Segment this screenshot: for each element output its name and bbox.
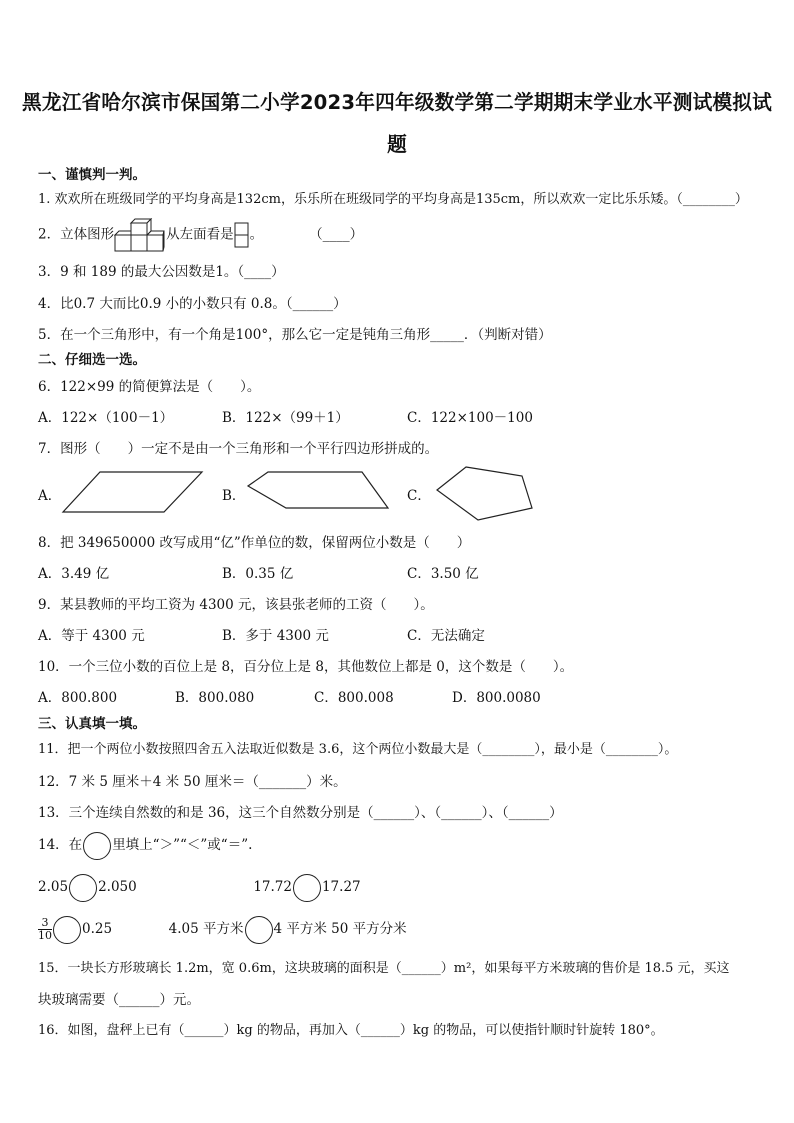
- section-heading-3: 三、认真填一填。: [38, 716, 146, 732]
- question-10-option-c[interactable]: C．800.008: [314, 690, 394, 706]
- question-7-option-b[interactable]: B．: [222, 488, 246, 504]
- question-8-option-a[interactable]: A．3.49 亿: [38, 566, 110, 582]
- question-14-text-a: 14．在: [38, 837, 83, 853]
- question-7: 7．图形（ ）一定不是由一个三角形和一个平行四边形拼成的。: [38, 441, 439, 457]
- question-15-line-1: 15．一块长方形玻璃长 1.2m，宽 0.6m，这块玻璃的面积是（______）m²，如果每平方米玻璃的售价是 18.5 元，买这: [38, 961, 730, 976]
- question-10-option-b[interactable]: B．800.080: [175, 690, 255, 706]
- question-8: 8．把 349650000 改写成用“亿”作单位的数，保留两位小数是（ ）: [38, 535, 471, 551]
- question-2-text-c: 。: [249, 226, 264, 243]
- q14-row1-left-compare: 2.050: [98, 879, 137, 895]
- question-10: 10．一个三位小数的百位上是 8，百分位上是 8，其他数位上都是 0，这个数是（ ）。: [38, 659, 574, 675]
- question-10-option-a[interactable]: A．800.800: [38, 690, 118, 706]
- question-2-text-b: 从左面看是: [166, 226, 234, 243]
- question-9-option-c[interactable]: C．无法确定: [407, 628, 485, 644]
- question-2: [38, 218, 363, 248]
- q14-row1-left-circle-input[interactable]: [69, 874, 97, 902]
- q14-row1-right-circle-input[interactable]: [293, 874, 321, 902]
- question-6: 6．122×99 的简便算法是（ ）。: [38, 379, 261, 395]
- parallelogram-shape-icon: [62, 470, 204, 514]
- exam-title-line1: 黑龙江省哈尔滨市保国第二小学2023年四年级数学第二学期期末学业水平测试模拟试: [22, 91, 772, 114]
- q14-row1-right-compare: 17.27: [321, 879, 361, 895]
- question-14: [38, 830, 252, 860]
- question-6-option-a[interactable]: A．122×（100－1）: [38, 410, 174, 426]
- q14-row1-right-value: 17.72: [253, 879, 292, 895]
- q14-row2-left-circle-input[interactable]: [53, 916, 81, 944]
- q14-row2-left-compare: 0.25: [82, 921, 113, 937]
- question-6-option-b[interactable]: B．122×（99＋1）: [222, 410, 349, 426]
- q14-row2-right-compare: 4 平方米 50 平方分米: [273, 921, 407, 937]
- comparison-circle-icon: [83, 832, 111, 860]
- question-14-row-2: [38, 912, 407, 946]
- question-3: 3．9 和 189 的最大公因数是1。（____）: [38, 264, 285, 280]
- question-10-option-d[interactable]: D．800.0080: [452, 690, 541, 706]
- question-8-option-c[interactable]: C．3.50 亿: [407, 566, 479, 582]
- question-1: 1. 欢欢所在班级同学的平均身高是132cm，乐乐所在班级同学的平均身高是135cm，所以欢欢一定比乐乐矮。（________）: [38, 192, 748, 207]
- question-11: 11．把一个两位小数按照四舍五入法取近似数是 3.6，这个两位小数最大是（________），最小是（________）。: [38, 742, 678, 757]
- section-heading-1: 一、谨慎判一判。: [38, 167, 146, 183]
- question-9: 9．某县教师的平均工资为 4300 元，该县张老师的工资（ ）。: [38, 597, 434, 613]
- question-9-option-a[interactable]: A．等于 4300 元: [38, 628, 145, 644]
- question-6-option-c[interactable]: C．122×100－100: [407, 410, 533, 426]
- question-16: 16．如图，盘秤上已有（______）kg 的物品，再加入（______）kg 的物品，可以使指针顺时针旋转 180°。: [38, 1023, 664, 1038]
- three-tenths-fraction: $\frac{3}{10}$: [38, 916, 52, 942]
- question-8-option-b[interactable]: B．0.35 亿: [222, 566, 294, 582]
- q14-row1-left-value: 2.05: [38, 879, 69, 895]
- irregular-pentagon-shape-icon: [434, 464, 534, 522]
- question-2-text-a: 2．立体图形: [38, 226, 115, 243]
- question-4: 4．比0.7 大而比0.9 小的小数只有 0.8。（______）: [38, 296, 347, 312]
- section-heading-2: 二、仔细选一选。: [38, 352, 146, 368]
- question-12: 12．7 米 5 厘米＋4 米 50 厘米＝（_______）米。: [38, 774, 347, 790]
- question-14-row-1: [38, 872, 361, 902]
- q14-row2-right-value: 4.05 平方米: [168, 921, 244, 937]
- question-7-option-c[interactable]: C．: [407, 488, 431, 504]
- question-14-text-b: 里填上“＞”“＜”或“＝”.: [112, 837, 253, 853]
- question-15-line-2: 块玻璃需要（______）元。: [38, 992, 200, 1008]
- question-7-option-a[interactable]: A．: [38, 488, 62, 504]
- pentagon-trapezoid-shape-icon: [246, 470, 390, 510]
- side-view-figure-icon: [234, 222, 250, 248]
- q14-row2-right-circle-input[interactable]: [245, 916, 273, 944]
- exam-title-line2: 题: [387, 133, 407, 156]
- question-13: 13．三个连续自然数的和是 36，这三个自然数分别是（______）、（______）、（______）: [38, 805, 563, 821]
- question-5: 5．在一个三角形中，有一个角是100°，那么它一定是钝角三角形_____．（判断对错）: [38, 327, 552, 343]
- question-9-option-b[interactable]: B．多于 4300 元: [222, 628, 329, 644]
- question-2-answer-blank[interactable]: （____）: [309, 226, 364, 243]
- cube-solid-figure-icon: [114, 218, 166, 252]
